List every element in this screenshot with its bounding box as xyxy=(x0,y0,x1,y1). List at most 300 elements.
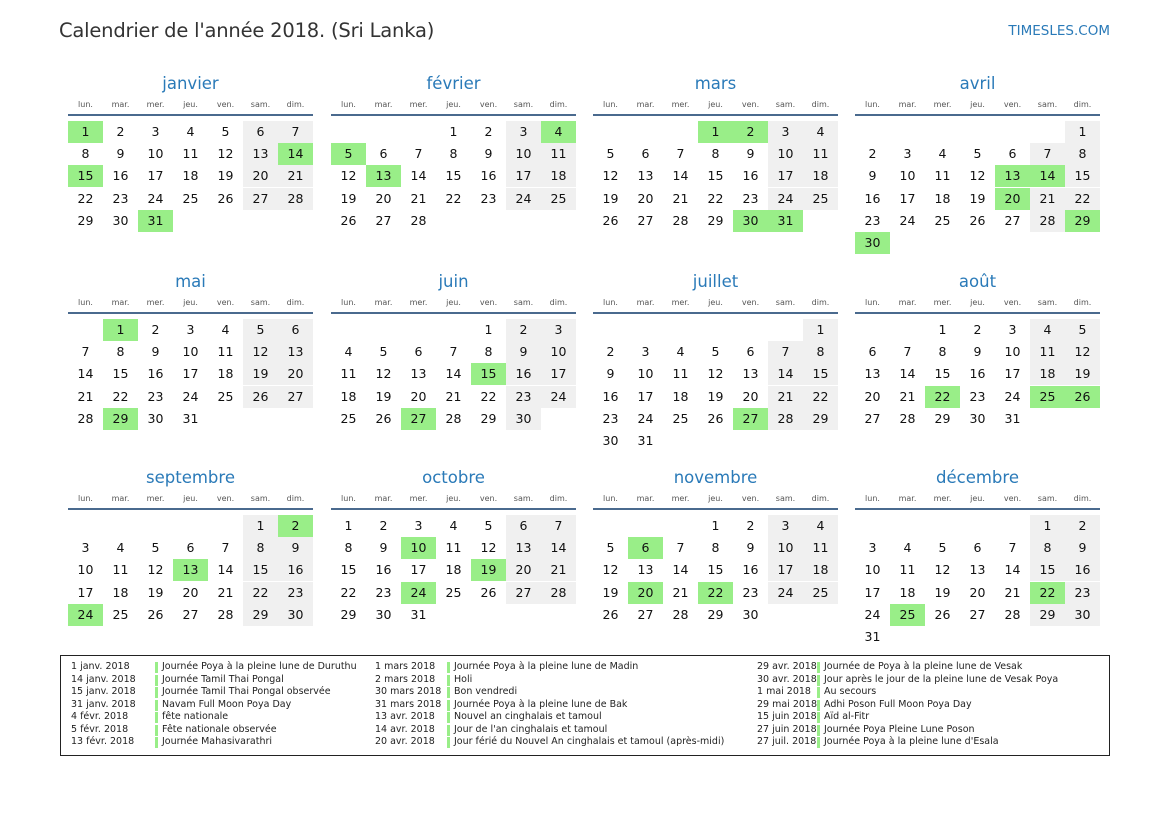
weekday-label: jeu. xyxy=(183,494,198,503)
day-cell: 7 xyxy=(1030,143,1065,165)
day-cell: 30 xyxy=(1065,604,1100,626)
day-cell: 29 xyxy=(803,408,838,430)
weekday-header xyxy=(331,494,576,506)
day-cell: 28 xyxy=(768,408,803,430)
day-cell: 25 xyxy=(217,388,234,404)
weekday-label: jeu. xyxy=(446,298,461,307)
day-cell: 27 xyxy=(375,212,392,228)
day-cell: 8 xyxy=(711,540,720,556)
day-cell: 24 xyxy=(637,410,654,426)
holiday-row xyxy=(375,686,715,699)
day-cell: 16 xyxy=(742,168,759,184)
day-cell: 24 xyxy=(506,188,541,210)
day-cell: 29 xyxy=(934,410,951,426)
day-cell: 10 xyxy=(77,562,94,578)
day-cell: 7 xyxy=(414,146,423,162)
day-cell-holiday: 14 xyxy=(278,143,313,165)
day-cell: 21 xyxy=(672,190,689,206)
day-cell-holiday: 24 xyxy=(401,582,436,604)
day-cell: 19 xyxy=(707,388,724,404)
day-cell: 9 xyxy=(746,146,755,162)
day-cell: 19 xyxy=(243,363,278,385)
holiday-name: Adhi Poson Full Moon Poya Day xyxy=(824,698,972,710)
weekday-header xyxy=(855,100,1100,112)
day-cell: 19 xyxy=(602,190,619,206)
day-cell: 20 xyxy=(969,584,986,600)
day-cell-holiday: 13 xyxy=(995,165,1030,187)
weekday-label: ven. xyxy=(741,494,760,503)
day-cell: 20 xyxy=(410,388,427,404)
day-cell: 14 xyxy=(77,366,94,382)
holiday-name: Journée Mahasivarathri xyxy=(162,736,273,747)
day-cell: 8 xyxy=(803,341,838,363)
day-cell: 10 xyxy=(768,537,803,559)
day-cell-holiday: 1 xyxy=(698,121,733,143)
holiday-row xyxy=(71,724,411,737)
day-cell: 10 xyxy=(147,146,164,162)
weekday-label: dim. xyxy=(811,100,830,109)
day-cell: 9 xyxy=(506,341,541,363)
day-cell-holiday: 6 xyxy=(628,537,663,559)
holiday-row xyxy=(375,736,725,749)
month-rule xyxy=(855,508,1100,510)
holiday-row xyxy=(757,661,1097,674)
holiday-date: 5 févr. 2018 xyxy=(71,723,129,735)
day-cell-holiday: 30 xyxy=(855,232,890,254)
day-cell: 21 xyxy=(217,584,234,600)
weekday-label: mer. xyxy=(409,494,428,503)
day-cell: 16 xyxy=(864,190,881,206)
weekday-header xyxy=(331,100,576,112)
day-cell: 8 xyxy=(116,344,125,360)
weekday-label: mer. xyxy=(409,100,428,109)
day-cell: 26 xyxy=(969,212,986,228)
day-cell: 11 xyxy=(934,168,951,184)
weekday-label: mar. xyxy=(636,100,655,109)
day-cell: 2 xyxy=(506,319,541,341)
holiday-marker xyxy=(817,662,820,673)
holiday-date: 29 mai 2018 xyxy=(757,698,818,710)
month-name: octobre xyxy=(422,468,485,487)
day-cell: 22 xyxy=(243,582,278,604)
day-cell: 25 xyxy=(445,584,462,600)
weekday-label: ven. xyxy=(741,298,760,307)
holiday-row xyxy=(757,686,1097,699)
day-cell: 29 xyxy=(480,410,497,426)
day-cell: 19 xyxy=(340,190,357,206)
weekday-header xyxy=(593,494,838,506)
holiday-marker xyxy=(155,737,158,748)
day-cell: 23 xyxy=(506,386,541,408)
day-cell: 13 xyxy=(506,537,541,559)
day-cell: 20 xyxy=(637,190,654,206)
day-cell: 19 xyxy=(375,388,392,404)
day-cell-holiday: 1 xyxy=(103,319,138,341)
day-cell: 13 xyxy=(742,366,759,382)
holiday-marker xyxy=(155,725,158,736)
day-cell: 20 xyxy=(278,363,313,385)
weekday-label: jeu. xyxy=(970,298,985,307)
day-cell: 19 xyxy=(969,190,986,206)
day-cell: 5 xyxy=(606,146,615,162)
day-cell: 24 xyxy=(541,386,576,408)
holiday-name: Journée Poya à la pleine lune de Madin xyxy=(454,661,639,672)
weekday-label: sam. xyxy=(513,494,534,503)
holiday-row xyxy=(71,661,411,674)
weekday-header xyxy=(593,100,838,112)
weekday-label: jeu. xyxy=(708,100,723,109)
day-cell: 30 xyxy=(602,433,619,448)
day-cell: 16 xyxy=(969,366,986,382)
day-cell: 1 xyxy=(449,124,458,139)
holiday-name: Nouvel an cinghalais et tamoul xyxy=(454,711,602,722)
day-cell: 23 xyxy=(602,410,619,426)
holiday-date: 30 avr. 2018 xyxy=(757,673,817,685)
holiday-date: 31 mars 2018 xyxy=(375,698,442,710)
day-cell: 11 xyxy=(803,537,838,559)
day-cell: 12 xyxy=(340,168,357,184)
day-cell: 20 xyxy=(375,190,392,206)
day-cell: 19 xyxy=(602,584,619,600)
day-cell-holiday: 15 xyxy=(471,363,506,385)
day-cell: 12 xyxy=(934,562,951,578)
day-cell-holiday: 26 xyxy=(1065,386,1100,408)
day-cell: 5 xyxy=(711,344,720,360)
day-cell: 25 xyxy=(672,410,689,426)
day-cell: 6 xyxy=(1008,146,1017,162)
day-cell: 4 xyxy=(449,518,458,533)
site-link[interactable]: TIMESLES.COM xyxy=(1008,23,1110,39)
weekday-header xyxy=(331,298,576,310)
day-cell: 6 xyxy=(243,121,278,143)
day-cell: 26 xyxy=(340,212,357,228)
day-cell: 11 xyxy=(899,562,916,578)
day-cell: 2 xyxy=(484,124,493,139)
day-cell-holiday: 31 xyxy=(768,210,803,232)
day-cell: 25 xyxy=(803,188,838,210)
holiday-row xyxy=(375,674,715,687)
weekday-label: dim. xyxy=(1073,298,1092,307)
weekday-label: mer. xyxy=(933,298,952,307)
day-cell: 16 xyxy=(742,562,759,578)
weekday-label: dim. xyxy=(549,298,568,307)
day-cell-holiday: 2 xyxy=(733,121,768,143)
day-cell: 22 xyxy=(1065,188,1100,210)
day-cell: 23 xyxy=(742,584,759,600)
day-cell: 7 xyxy=(903,344,912,360)
day-cell: 16 xyxy=(1065,559,1100,581)
holiday-name: Navam Full Moon Poya Day xyxy=(162,698,292,710)
holiday-marker xyxy=(447,725,450,736)
day-cell: 18 xyxy=(340,388,357,404)
day-cell: 20 xyxy=(742,388,759,404)
month-rule xyxy=(331,508,576,510)
day-cell: 31 xyxy=(1004,410,1021,426)
holiday-date: 27 juil. 2018 xyxy=(757,736,817,747)
day-cell: 15 xyxy=(243,559,278,581)
day-cell: 3 xyxy=(768,121,803,143)
weekday-label: mer. xyxy=(933,100,952,109)
day-cell: 21 xyxy=(445,388,462,404)
weekday-label: lun. xyxy=(78,298,93,307)
weekday-label: ven. xyxy=(479,298,498,307)
day-cell: 12 xyxy=(217,146,234,162)
month-name: janvier xyxy=(162,74,219,93)
holiday-legend xyxy=(60,655,1110,756)
day-cell: 28 xyxy=(1004,606,1021,622)
day-cell: 18 xyxy=(445,562,462,578)
day-cell: 9 xyxy=(868,168,877,184)
holiday-date: 27 juin 2018 xyxy=(757,723,817,735)
day-cell: 11 xyxy=(217,344,234,360)
day-cell: 14 xyxy=(541,537,576,559)
day-cell: 11 xyxy=(1030,341,1065,363)
day-cell: 7 xyxy=(676,540,685,556)
weekday-label: ven. xyxy=(741,100,760,109)
holiday-date: 13 avr. 2018 xyxy=(375,711,435,722)
day-cell: 12 xyxy=(243,341,278,363)
weekday-label: sam. xyxy=(250,494,271,503)
day-cell: 16 xyxy=(112,168,129,184)
day-cell: 21 xyxy=(672,584,689,600)
day-cell: 15 xyxy=(340,562,357,578)
weekday-label: sam. xyxy=(250,100,271,109)
holiday-date: 30 mars 2018 xyxy=(375,686,442,697)
day-cell: 5 xyxy=(938,540,947,556)
weekday-label: mar. xyxy=(111,100,130,109)
month-name: novembre xyxy=(673,468,758,487)
weekday-label: dim. xyxy=(549,494,568,503)
day-cell: 1 xyxy=(243,515,278,537)
holiday-row xyxy=(375,711,715,724)
holiday-marker xyxy=(817,712,820,723)
day-cell: 28 xyxy=(1030,210,1065,232)
day-cell: 3 xyxy=(541,319,576,341)
day-cell: 23 xyxy=(147,388,164,404)
day-cell: 10 xyxy=(1004,344,1021,360)
day-cell: 26 xyxy=(243,386,278,408)
day-cell: 12 xyxy=(707,366,724,382)
day-cell: 4 xyxy=(186,124,195,139)
day-cell: 27 xyxy=(182,606,199,622)
day-cell-holiday: 22 xyxy=(698,582,733,604)
day-cell: 7 xyxy=(676,146,685,162)
month-rule xyxy=(855,312,1100,314)
day-cell: 4 xyxy=(903,540,912,556)
day-cell: 8 xyxy=(711,146,720,162)
day-cell: 30 xyxy=(112,212,129,228)
weekday-header xyxy=(855,298,1100,310)
holiday-date: 15 janv. 2018 xyxy=(71,686,136,697)
day-cell: 5 xyxy=(379,344,388,360)
holiday-row xyxy=(71,711,411,724)
day-cell: 6 xyxy=(414,344,423,360)
holiday-name: Au secours xyxy=(824,686,877,697)
weekday-label: mar. xyxy=(374,100,393,109)
holiday-row xyxy=(71,674,411,687)
weekday-label: mer. xyxy=(146,100,165,109)
day-cell: 13 xyxy=(278,341,313,363)
day-cell-holiday: 19 xyxy=(471,559,506,581)
day-cell: 9 xyxy=(746,540,755,556)
day-cell: 3 xyxy=(414,518,423,533)
day-cell: 18 xyxy=(934,190,951,206)
day-cell: 29 xyxy=(243,604,278,626)
day-cell: 15 xyxy=(1065,165,1100,187)
day-cell: 1 xyxy=(344,518,353,533)
day-cell: 24 xyxy=(864,606,881,622)
day-cell: 13 xyxy=(864,366,881,382)
day-cell: 1 xyxy=(803,319,838,341)
day-cell: 28 xyxy=(445,410,462,426)
holiday-row xyxy=(375,699,715,712)
month-name: avril xyxy=(959,74,996,93)
day-cell: 18 xyxy=(899,584,916,600)
day-cell: 27 xyxy=(1004,212,1021,228)
day-cell: 15 xyxy=(112,366,129,382)
day-cell: 7 xyxy=(541,515,576,537)
day-cell: 4 xyxy=(1030,319,1065,341)
day-cell: 19 xyxy=(217,168,234,184)
day-cell: 2 xyxy=(746,518,755,533)
weekday-label: jeu. xyxy=(183,298,198,307)
holiday-date: 2 mars 2018 xyxy=(375,673,436,685)
day-cell: 2 xyxy=(116,124,125,139)
month-rule xyxy=(68,508,313,510)
weekday-label: ven. xyxy=(216,494,235,503)
weekday-label: ven. xyxy=(1003,298,1022,307)
weekday-label: mar. xyxy=(898,100,917,109)
holiday-name: Journée de Poya à la pleine lune de Vesak xyxy=(824,661,1023,672)
day-cell: 6 xyxy=(641,146,650,162)
day-cell: 23 xyxy=(742,190,759,206)
holiday-date: 20 avr. 2018 xyxy=(375,736,435,747)
day-cell: 14 xyxy=(410,168,427,184)
day-cell: 4 xyxy=(116,540,125,556)
weekday-label: mer. xyxy=(933,494,952,503)
day-cell: 5 xyxy=(484,518,493,533)
weekday-label: lun. xyxy=(603,494,618,503)
holiday-date: 14 avr. 2018 xyxy=(375,723,435,735)
day-cell: 30 xyxy=(147,410,164,426)
day-cell-holiday: 14 xyxy=(1030,165,1065,187)
day-cell: 23 xyxy=(480,190,497,206)
day-cell: 8 xyxy=(1030,537,1065,559)
day-cell-holiday: 29 xyxy=(103,408,138,430)
month-rule xyxy=(331,312,576,314)
day-cell: 29 xyxy=(77,212,94,228)
day-cell: 2 xyxy=(973,322,982,337)
day-cell: 24 xyxy=(182,388,199,404)
weekday-label: ven. xyxy=(216,298,235,307)
page-title: Calendrier de l'année 2018. (Sri Lanka) xyxy=(59,19,435,42)
day-cell: 14 xyxy=(217,562,234,578)
weekday-label: mar. xyxy=(374,494,393,503)
day-cell: 29 xyxy=(707,606,724,622)
day-cell: 12 xyxy=(602,562,619,578)
day-cell: 19 xyxy=(934,584,951,600)
month-name: août xyxy=(958,272,997,291)
day-cell: 17 xyxy=(637,388,654,404)
day-cell: 17 xyxy=(768,165,803,187)
day-cell: 28 xyxy=(541,582,576,604)
weekday-label: lun. xyxy=(341,298,356,307)
day-cell-holiday: 13 xyxy=(366,165,401,187)
day-cell: 4 xyxy=(803,515,838,537)
day-cell-holiday: 20 xyxy=(995,188,1030,210)
day-cell: 21 xyxy=(899,388,916,404)
month-rule xyxy=(855,114,1100,116)
day-cell: 20 xyxy=(506,559,541,581)
day-cell: 12 xyxy=(1065,341,1100,363)
day-cell: 10 xyxy=(899,168,916,184)
weekday-label: lun. xyxy=(341,494,356,503)
day-cell: 24 xyxy=(768,188,803,210)
day-cell: 26 xyxy=(375,410,392,426)
weekday-label: dim. xyxy=(811,298,830,307)
day-cell-holiday: 27 xyxy=(733,408,768,430)
day-cell: 9 xyxy=(278,537,313,559)
weekday-label: mar. xyxy=(636,494,655,503)
day-cell: 30 xyxy=(506,408,541,430)
day-cell: 8 xyxy=(243,537,278,559)
day-cell: 29 xyxy=(340,606,357,622)
day-cell: 6 xyxy=(278,319,313,341)
day-cell: 3 xyxy=(1008,322,1017,337)
day-cell: 2 xyxy=(151,322,160,337)
holiday-row xyxy=(71,736,411,749)
day-cell: 16 xyxy=(375,562,392,578)
day-cell: 21 xyxy=(278,165,313,187)
day-cell: 4 xyxy=(221,322,230,337)
day-cell: 15 xyxy=(803,363,838,385)
day-cell-holiday: 10 xyxy=(401,537,436,559)
holiday-name: Fête nationale observée xyxy=(162,723,277,735)
weekday-label: mer. xyxy=(146,494,165,503)
day-cell: 5 xyxy=(221,124,230,139)
month-name: juillet xyxy=(692,272,739,291)
day-cell: 14 xyxy=(672,562,689,578)
holiday-marker xyxy=(447,687,450,698)
weekday-label: mar. xyxy=(898,494,917,503)
weekday-label: mar. xyxy=(636,298,655,307)
weekday-label: mer. xyxy=(671,494,690,503)
weekday-label: lun. xyxy=(341,100,356,109)
day-cell: 11 xyxy=(112,562,129,578)
day-cell: 6 xyxy=(379,146,388,162)
day-cell: 4 xyxy=(676,344,685,360)
holiday-name: Journée Poya Pleine Lune Poson xyxy=(824,723,975,735)
day-cell-holiday: 13 xyxy=(173,559,208,581)
holiday-marker xyxy=(155,712,158,723)
holiday-row xyxy=(757,724,1097,737)
holiday-row xyxy=(757,699,1097,712)
day-cell: 31 xyxy=(182,410,199,426)
day-cell: 25 xyxy=(340,410,357,426)
day-cell-holiday: 4 xyxy=(541,121,576,143)
weekday-label: lun. xyxy=(603,100,618,109)
day-cell: 8 xyxy=(938,344,947,360)
day-cell: 2 xyxy=(868,146,877,162)
day-cell: 10 xyxy=(637,366,654,382)
day-cell-holiday: 27 xyxy=(401,408,436,430)
holiday-date: 1 mars 2018 xyxy=(375,661,436,672)
month-name: février xyxy=(426,74,481,93)
day-cell: 24 xyxy=(768,582,803,604)
day-cell: 15 xyxy=(707,168,724,184)
holiday-name: Journée Poya à la pleine lune d'Esala xyxy=(824,736,999,747)
holiday-date: 4 févr. 2018 xyxy=(71,711,129,722)
